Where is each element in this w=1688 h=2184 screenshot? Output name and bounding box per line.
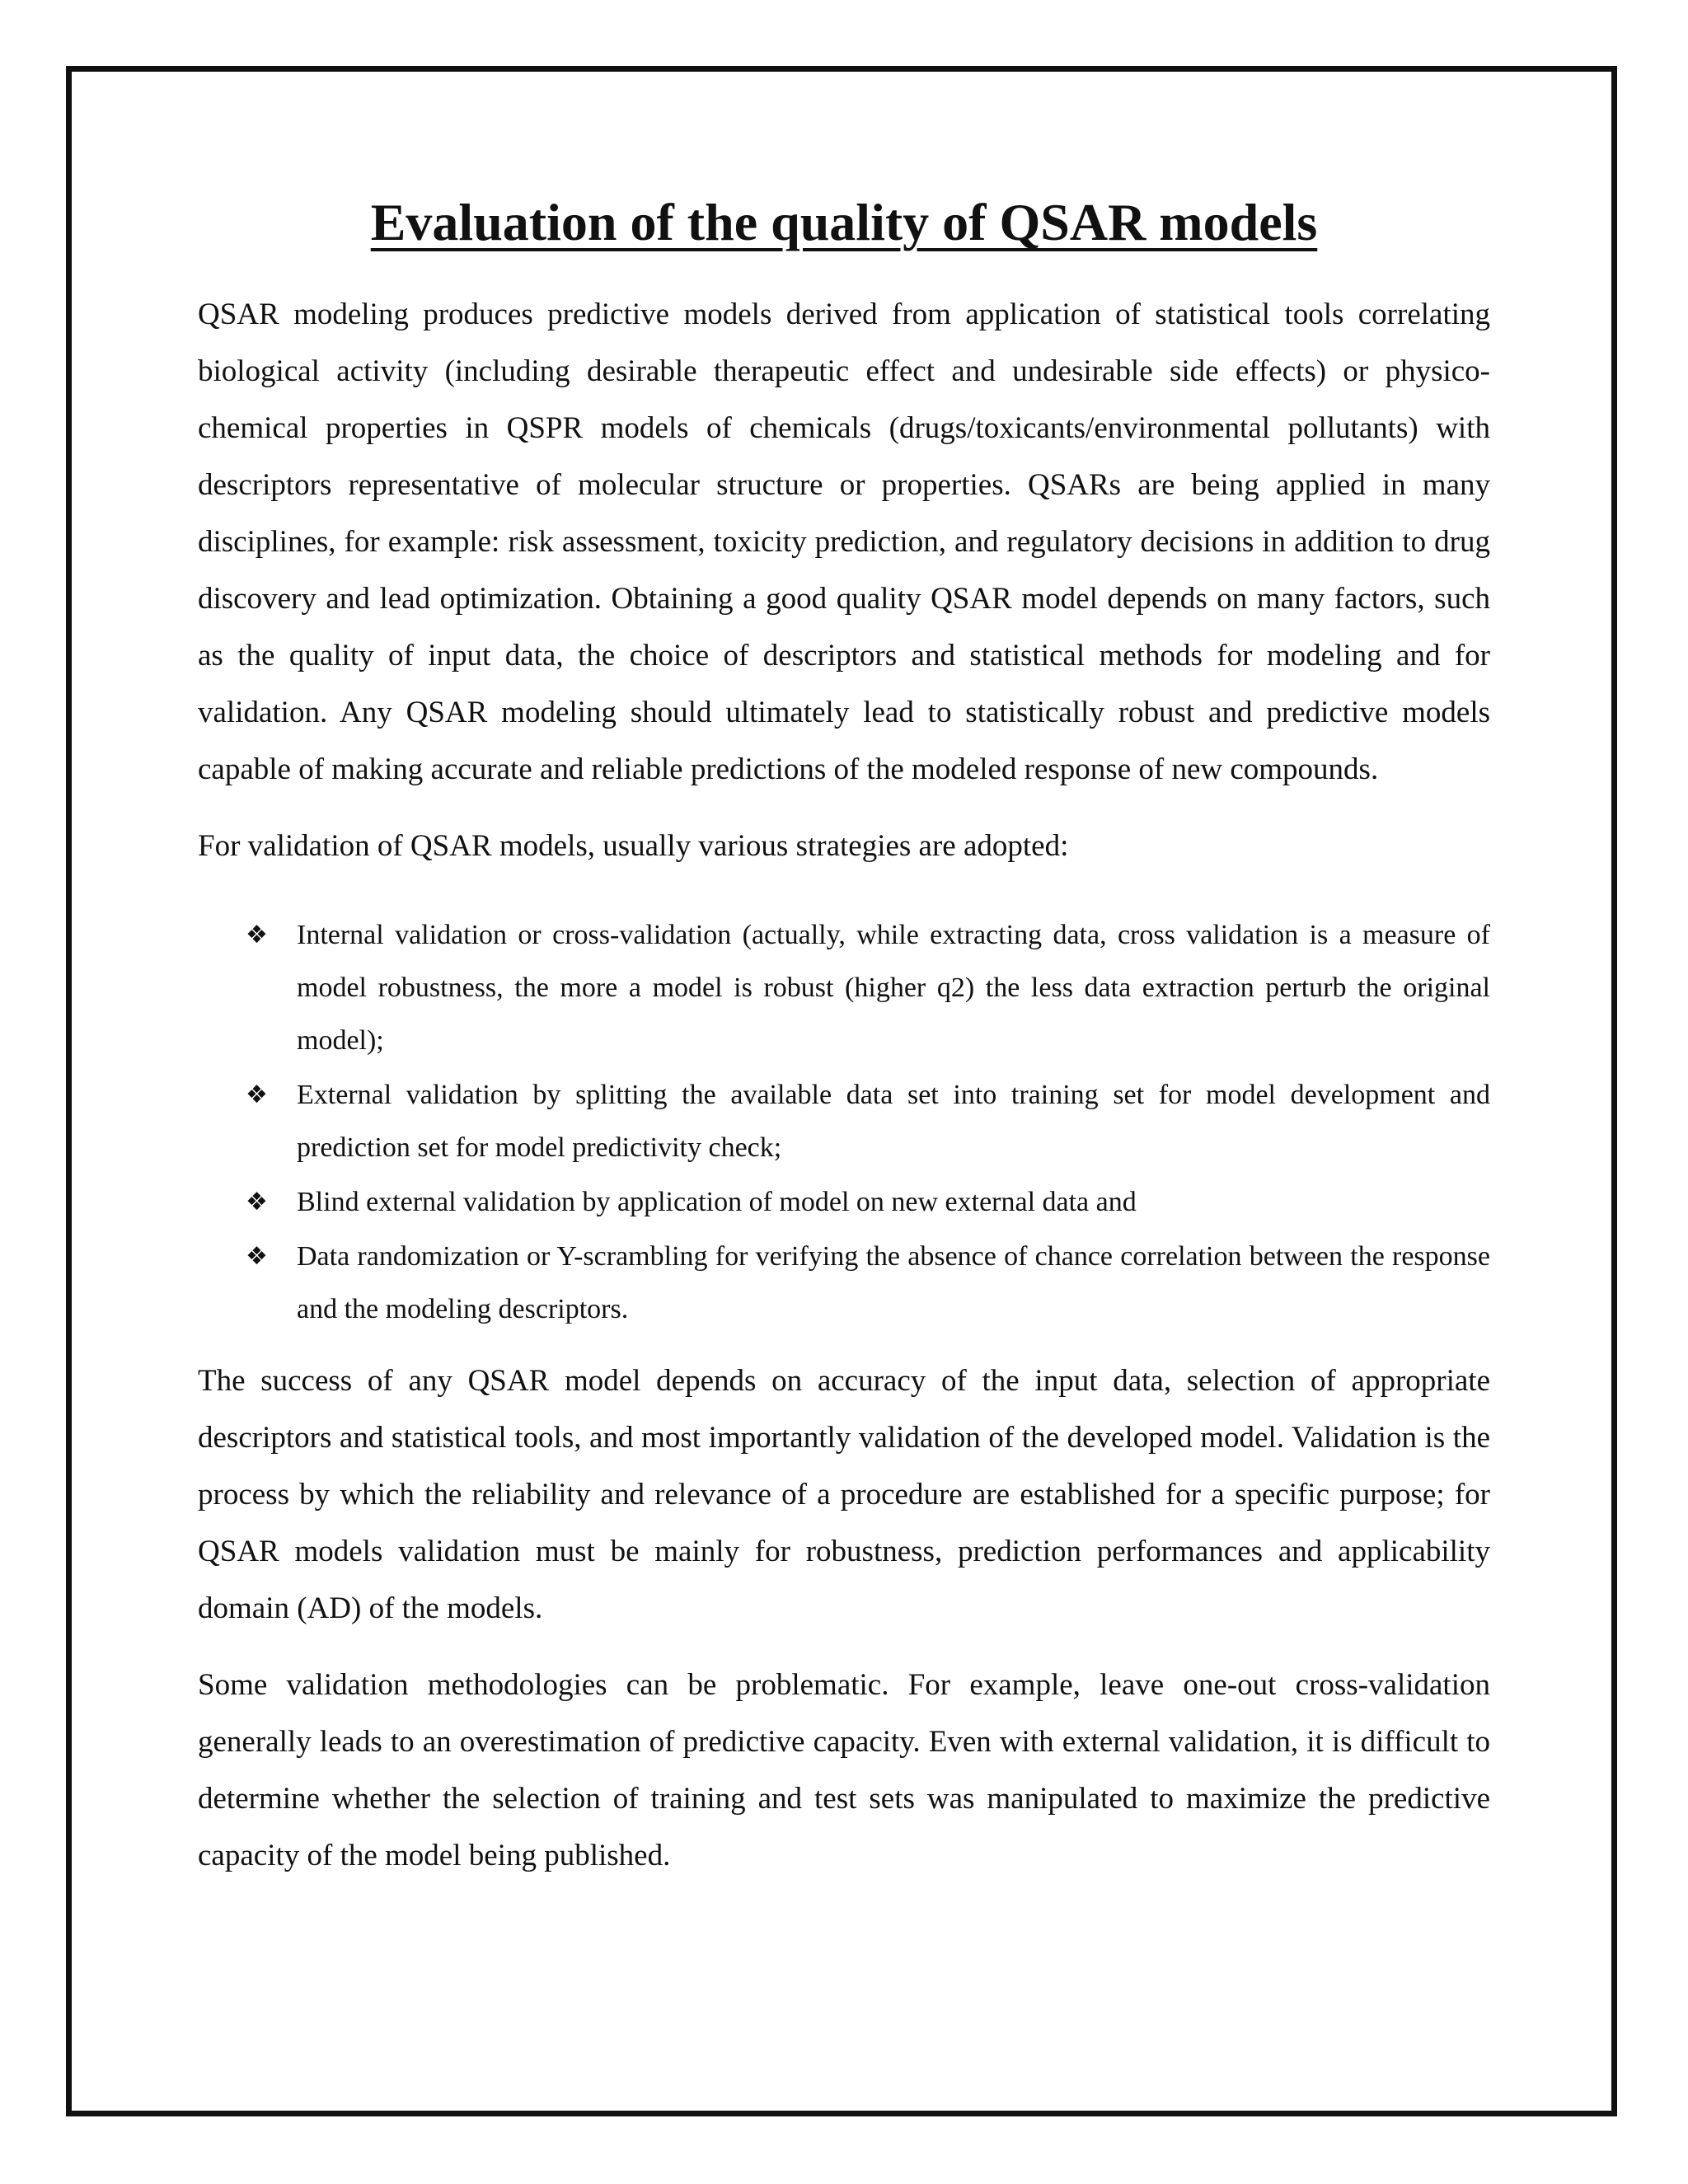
diamond-bullet-icon: ❖ — [246, 1241, 268, 1271]
list-item — [198, 1176, 1490, 1229]
page-title: Evaluation of the quality of QSAR models — [370, 193, 1318, 251]
methodologies-paragraph: Some validation methodologies can be problematic. For example, leave one-out cross-validation generally leads to an overestimation of predictive capacity. Even with external validation, it is difficult to determine whether the selection of training and test sets was manipulated to maximize the predictive capacity of the model being published. — [198, 1667, 1490, 1872]
list-item — [198, 909, 1490, 1067]
intro-paragraph: QSAR modeling produces predictive models derived from application of statistical tools correlating biological activity (including desirable therapeutic effect and undesirable side effects) or physico-chemical properties in QSPR models of chemicals (drugs/toxicants/environmental pollutants) with descriptors representative of molecular structure or properties. QSARs are being applied in many disciplines, for example: risk assessment, toxicity prediction, and regulatory decisions in addition to drug discovery and lead optimization. Obtaining a good quality QSAR model depends on many factors, such as the quality of input data, the choice of descriptors and statistical methods for modeling and for validation. Any QSAR modeling should ultimately lead to statistically robust and predictive models capable of making accurate and reliable predictions of the modeled response of new compounds. — [198, 297, 1490, 786]
list-item-text: Internal validation or cross-validation (actually, while extracting data, cross validation is a measure of model robustness, the more a model is robust (higher q2) the less data extraction perturb the original model); — [297, 919, 1490, 1056]
validation-strategies-list — [198, 909, 1490, 1336]
list-item-text: Data randomization or Y-scrambling for verifying the absence of chance correlation between the response and the modeling descriptors. — [297, 1240, 1490, 1324]
diamond-bullet-icon: ❖ — [246, 1187, 268, 1216]
strategies-lead-paragraph: For validation of QSAR models, usually various strategies are adopted: — [198, 828, 1069, 863]
list-item — [198, 1069, 1490, 1174]
success-paragraph: The success of any QSAR model depends on accuracy of the input data, selection of appropriate descriptors and statistical tools, and most importantly validation of the developed model. Validation is the process by which the reliability and relevance of a procedure are established for a specific purpose; for QSAR models validation must be mainly for robustness, prediction performances and applicability domain (AD) of the models. — [198, 1363, 1490, 1625]
list-item-text: External validation by splitting the available data set into training set for model development and prediction set for model predictivity check; — [297, 1079, 1490, 1163]
list-item — [198, 1230, 1490, 1336]
list-item-text: Blind external validation by application of model on new external data and — [297, 1186, 1137, 1217]
document-body — [198, 191, 1490, 1904]
diamond-bullet-icon: ❖ — [246, 1080, 268, 1109]
diamond-bullet-icon: ❖ — [246, 920, 268, 949]
